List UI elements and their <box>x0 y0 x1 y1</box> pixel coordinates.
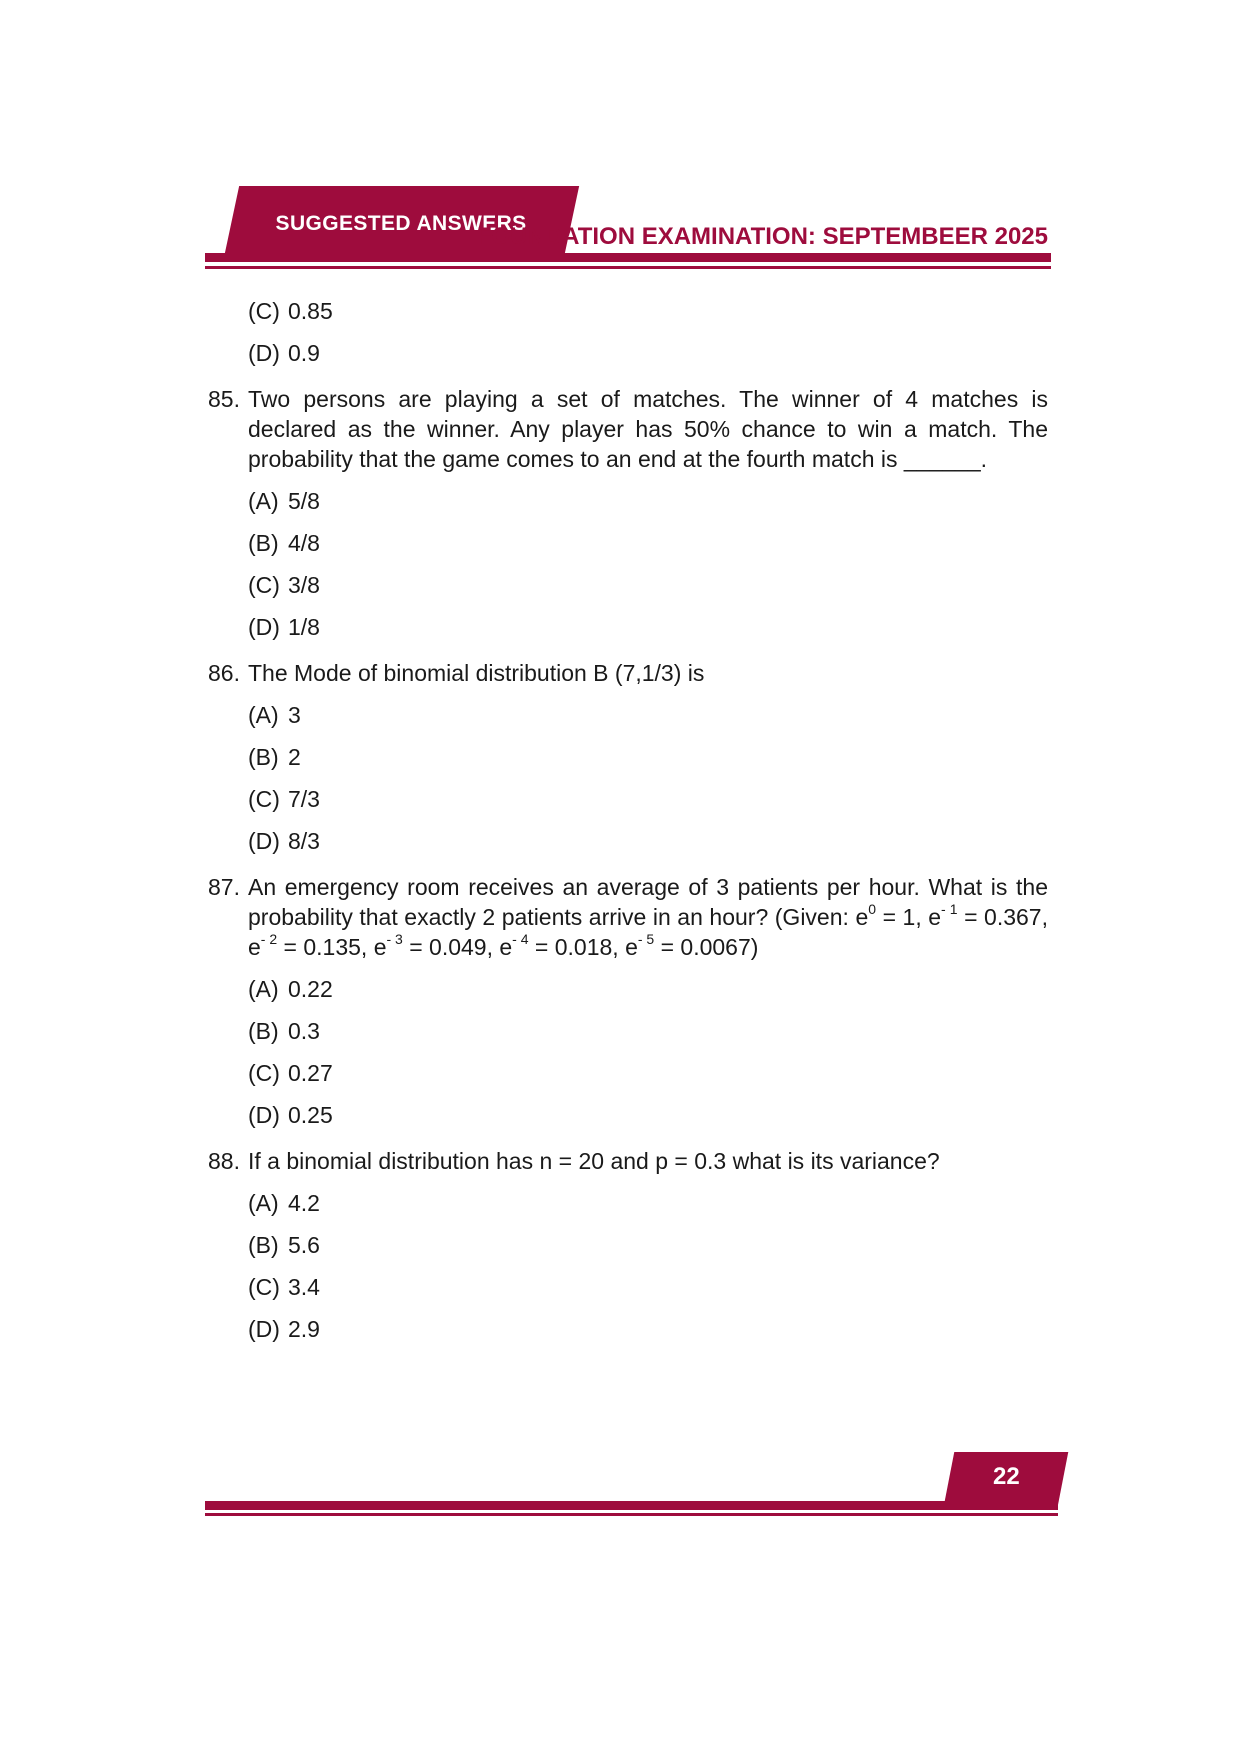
option-row <box>248 974 1048 1004</box>
header-rule-thin <box>205 266 1051 269</box>
page-number-box <box>943 1452 1068 1510</box>
footer-rule-thin <box>205 1513 1058 1516</box>
option-value: 7/3 <box>288 786 320 812</box>
option-row <box>248 1314 1048 1344</box>
question-number: 85. <box>208 386 240 412</box>
option-value: 3 <box>288 702 301 728</box>
option-row <box>248 296 1048 326</box>
option-row <box>248 742 1048 772</box>
option-label: (A) <box>248 976 279 1002</box>
option-label: (D) <box>248 828 280 854</box>
option-row <box>248 826 1048 856</box>
question-number: 87. <box>208 874 240 900</box>
superscript: - 1 <box>941 901 958 918</box>
superscript: - 3 <box>386 931 403 948</box>
option-label: (A) <box>248 488 279 514</box>
option-row <box>248 1230 1048 1260</box>
question-text-segment: = 0.018, e <box>528 934 638 960</box>
question-text-segment: = 0.135, e <box>277 934 387 960</box>
superscript: - 2 <box>260 931 278 948</box>
option-value: 0.27 <box>288 1060 333 1086</box>
option-label: (D) <box>248 1316 280 1342</box>
option-label: (C) <box>248 572 280 598</box>
option-row <box>248 1016 1048 1046</box>
option-value: 5/8 <box>288 488 320 514</box>
option-row <box>248 784 1048 814</box>
question-87 <box>208 872 1048 962</box>
questions-content <box>208 296 1048 1344</box>
option-value: 4.2 <box>288 1190 320 1216</box>
option-value: 4/8 <box>288 530 320 556</box>
option-row <box>248 1272 1048 1302</box>
option-row <box>248 700 1048 730</box>
option-value: 5.6 <box>288 1232 320 1258</box>
question-text-segment: = 0.0067) <box>654 934 759 960</box>
question-text: If a binomial distribution has n = 20 and p = 0.3 what is its variance? <box>248 1148 940 1174</box>
question-text: Two persons are playing a set of matches. The winner of 4 matches is declared as the winner. Any player has 50% chance to win a match. The probability that the game comes to an end at the fourth match is ______. <box>248 386 1048 472</box>
option-label: (B) <box>248 744 279 770</box>
page-number: 22 <box>993 1463 1020 1490</box>
question-88 <box>208 1146 1048 1176</box>
option-value: 2 <box>288 744 301 770</box>
superscript: - 5 <box>637 931 655 948</box>
option-value: 0.22 <box>288 976 333 1002</box>
question-text-segment: = 0.049, e <box>402 934 513 960</box>
question-85 <box>208 384 1048 474</box>
question-text: The Mode of binomial distribution B (7,1/3) is <box>248 660 705 686</box>
question-text-segment: An emergency room receives an average of 3 patients per hour. What is the probability that exactly 2 patients arrive in an hour? (Given: e <box>248 874 1048 930</box>
question-text-segment: = 0.367, e <box>248 904 1048 960</box>
option-row <box>248 486 1048 516</box>
option-row <box>248 338 1048 368</box>
exam-title: FOUNDATION EXAMINATION: SEPTEMBEER 2025 <box>476 223 1048 250</box>
question-number: 86. <box>208 660 240 686</box>
header-rule-thick <box>205 253 1051 262</box>
superscript: 0 <box>868 901 877 918</box>
option-value: 0.3 <box>288 1018 320 1044</box>
option-value: 1/8 <box>288 614 320 640</box>
option-row <box>248 570 1048 600</box>
page-number-inner <box>949 1452 1063 1502</box>
option-label: (D) <box>248 340 280 366</box>
option-row <box>248 1100 1048 1130</box>
option-row <box>248 1188 1048 1218</box>
option-label: (A) <box>248 702 279 728</box>
option-label: (D) <box>248 614 280 640</box>
option-label: (B) <box>248 530 279 556</box>
option-value: 0.85 <box>288 298 333 324</box>
option-row <box>248 612 1048 642</box>
option-label: (C) <box>248 1060 280 1086</box>
question-86 <box>208 658 1048 688</box>
option-label: (C) <box>248 786 280 812</box>
question-text-segment: = 1, e <box>876 904 942 930</box>
footer-rule-thick <box>205 1501 1058 1510</box>
option-label: (C) <box>248 1274 280 1300</box>
option-value: 0.25 <box>288 1102 333 1128</box>
question-number: 88. <box>208 1148 240 1174</box>
option-value: 3.4 <box>288 1274 320 1300</box>
option-row <box>248 528 1048 558</box>
option-label: (B) <box>248 1018 279 1044</box>
option-label: (D) <box>248 1102 280 1128</box>
option-label: (B) <box>248 1232 279 1258</box>
banner-label: SUGGESTED ANSWERS <box>275 212 527 235</box>
superscript: - 4 <box>512 931 529 948</box>
option-value: 2.9 <box>288 1316 320 1342</box>
option-label: (C) <box>248 298 280 324</box>
option-value: 3/8 <box>288 572 320 598</box>
option-row <box>248 1058 1048 1088</box>
option-value: 8/3 <box>288 828 320 854</box>
option-label: (A) <box>248 1190 279 1216</box>
option-value: 0.9 <box>288 340 320 366</box>
question-text <box>248 872 1048 962</box>
